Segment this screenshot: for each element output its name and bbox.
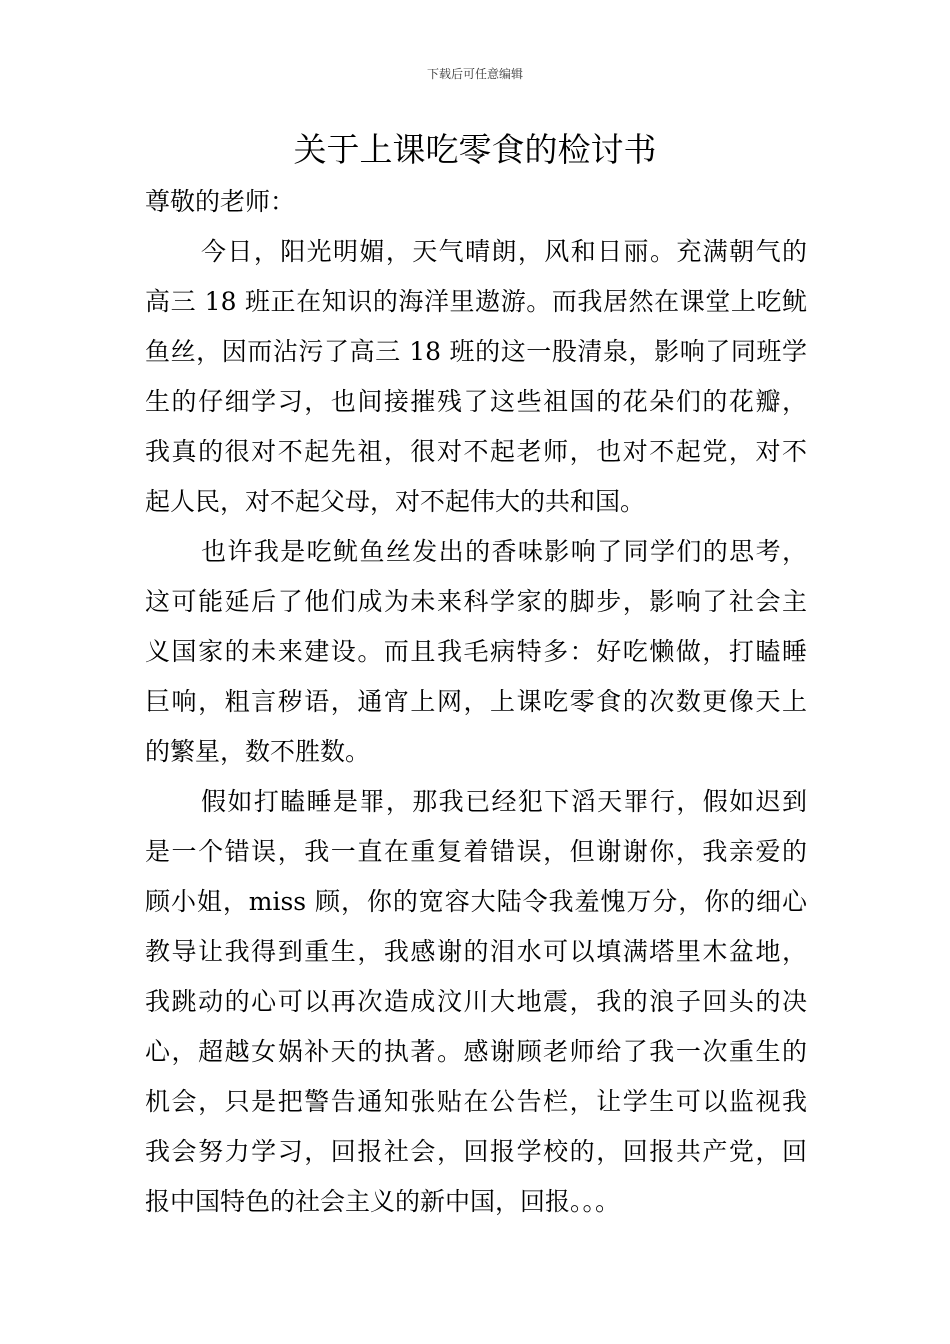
text-line: 也许我是吃鱿鱼丝发出的香味影响了同学们的思考， (201, 537, 807, 566)
text-line: 机会，只是把警告通知张贴在公告栏，让学生可以监视我 (145, 1087, 807, 1116)
text-line: 教导让我得到重生，我感谢的泪水可以填满塔里木盆地， (145, 937, 807, 966)
text-line: 巨响，粗言秽语，通宵上网，上课吃零食的次数更像天上 (145, 687, 807, 716)
text-line: 这可能延后了他们成为未来科学家的脚步，影响了社会主 (145, 587, 807, 616)
text-line: 报中国特色的社会主义的新中国，回报。。。 (145, 1187, 621, 1216)
text-line: 生的仔细学习，也间接摧残了这些祖国的花朵们的花瓣， (145, 387, 807, 416)
page-title: 关于上课吃零食的检讨书 (293, 130, 657, 169)
text-line: 高三 18 班正在知识的海洋里遨游。而我居然在课堂上吃鱿 (145, 287, 807, 316)
text-line: 是一个错误，我一直在重复着错误，但谢谢你，我亲爱的 (145, 837, 807, 866)
salutation: 尊敬的老师： (145, 187, 296, 216)
paragraph-2 (145, 527, 807, 777)
text-line: 我真的很对不起先祖，很对不起老师，也对不起党，对不 (145, 437, 807, 466)
document-body (145, 177, 807, 1227)
text-line: 鱼丝，因而沾污了高三 18 班的这一股清泉，影响了同班学 (145, 337, 807, 366)
paragraph-1 (145, 227, 807, 527)
text-line: 假如打瞌睡是罪，那我已经犯下滔天罪行，假如迟到 (201, 787, 807, 816)
text-line: 义国家的未来建设。而且我毛病特多：好吃懒做，打瞌睡 (145, 637, 807, 666)
text-line: 今日，阳光明媚，天气晴朗，风和日丽。充满朝气的 (201, 237, 807, 266)
text-line: 心，超越女娲补天的执著。感谢顾老师给了我一次重生的 (145, 1037, 807, 1066)
text-line: 起人民，对不起父母，对不起伟大的共和国。 (145, 487, 646, 516)
text-line: 顾小姐，miss 顾，你的宽容大陆令我羞愧万分，你的细心 (145, 887, 807, 916)
header-note: 下载后可任意编辑 (426, 67, 523, 81)
text-line: 我跳动的心可以再次造成汶川大地震，我的浪子回头的决 (145, 987, 807, 1016)
text-line: 我会努力学习，回报社会，回报学校的，回报共产党，回 (145, 1137, 807, 1166)
paragraph-3 (145, 777, 807, 1227)
text-line: 的繁星，数不胜数。 (145, 737, 371, 766)
